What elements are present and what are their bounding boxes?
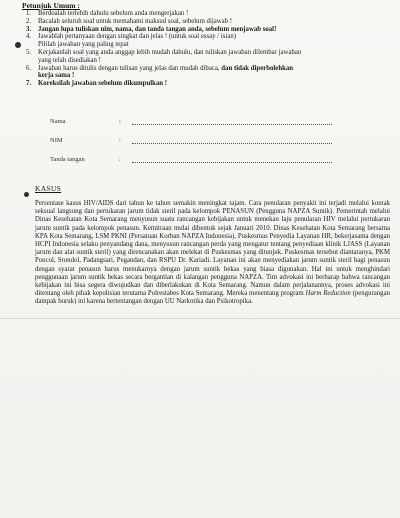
- case-heading: KASUS: [35, 184, 62, 193]
- instruction-item: 6. Jawaban harus ditulis dengan tulisan yang jelas dan mudah dibaca, dan tidak diperbolehkan kerja sama !: [26, 64, 294, 80]
- case-text: Persentase kasus HIV/AIDS dari tahun ke tahun semakin meningkat tajam. Cara penularan penyakit ini terjadi melalui kontak seksual langsung dan pertukaran jarum tidak steril pada kelompok PENASUN (Pengguna NAPZA Suntik). Pemerintah melalui Dinas Kesehatan Kota Semarang menyusun suatu rancangan kebijakan untuk menekan laju penularan HIV melalui pertukaran jarum suntik pada kelompok penasun. Kemitraan mulai dibentuk sejak Januari 2010. Dinas Kesehatan Kota Semarang bersama KPA Kota Semarang, LSM PKNI (Persatuan Korban NAPZA Indonesia), Puskesmas Penyedia Layanan HR, bekerjasama dengan HCPI Indonesia selaku penyandang dana, menyusun rancangan perda yang mengatur tentang penyediaan klinik LJASS (Layanan jarum dan alat suntik steril) yang direncanakan akan melekat di Puskesmas yang ditunjuk. Puskesmas tersebut diantaranya, PKM Poncol, Srondol, Padangsari, Pegandan, dan RSPU Dr. Kariadi. Layanan ini akan menyediakan jarum suntik steril bagi penasun dengan syarat penasun harus menukarnya dengan jarum suntik bekas yang biasa digunakan. Hal ini untuk menghindari penggunaan jarum suntik bekas secara bergantian di kalangan pengguna NAPZA. Tim advokasi ini berharap bahwa rancangan kebijakan ini bisa segera diwujudkan dan diberlakukan di Kota Semarang. Namun dalam perjalanannya, proses advokasi ini ditentang oleh pihak kepolisian terutama Polrestabes Kota Semarang. Mereka menentang program Harm Reduction (pengurangan dampak buruk) ini karena bertentangan dengan UU Narkotika dan Psikotropika.: [35, 200, 390, 306]
- identity-fields: [50, 118, 350, 175]
- name-label: Nama: [50, 118, 66, 125]
- instructions-list: [26, 10, 382, 88]
- page-fold: [0, 318, 400, 319]
- signature-label: Tanda tangan: [50, 156, 85, 163]
- instruction-item: 4. Jawablah pertanyaan dengan singkat dan jelas ! (untuk soal essay / isian) Pililah jawaban yang paling tepat: [26, 33, 236, 49]
- bullet-mark-1: [15, 42, 21, 48]
- nim-field[interactable]: NIM :: [50, 137, 350, 156]
- signature-field[interactable]: Tanda tangan :: [50, 156, 350, 175]
- instruction-item: 5. Kerjakanlah soal yang anda anggap lebih mudah dahulu, dan tuliskan jawaban dilembar jawaban yang telah disediakan !: [26, 48, 302, 64]
- instructions-heading: Petunjuk Umum :: [22, 1, 80, 10]
- nim-label: NIM: [50, 137, 63, 144]
- instruction-item: 7. Koreksilah jawaban sebelum dikumpulkan !: [26, 80, 168, 88]
- instruction-item: 2. Bacalah seluruh soal untuk memahami maksud soal, sebelum dijawab !: [26, 17, 233, 25]
- bullet-mark-2: [24, 192, 29, 197]
- instruction-item: 3. Jangan lupa tuliskan nim, nama, dan tanda tangan anda, sebelum menjawab soal!: [26, 25, 277, 33]
- name-line[interactable]: [132, 124, 332, 125]
- nim-line[interactable]: [132, 143, 332, 144]
- instruction-item: 1. Berdoalah terlebih dahulu sebelum anda mengerjakan !: [26, 10, 189, 17]
- name-field[interactable]: Nama :: [50, 118, 350, 137]
- signature-line[interactable]: [132, 162, 332, 163]
